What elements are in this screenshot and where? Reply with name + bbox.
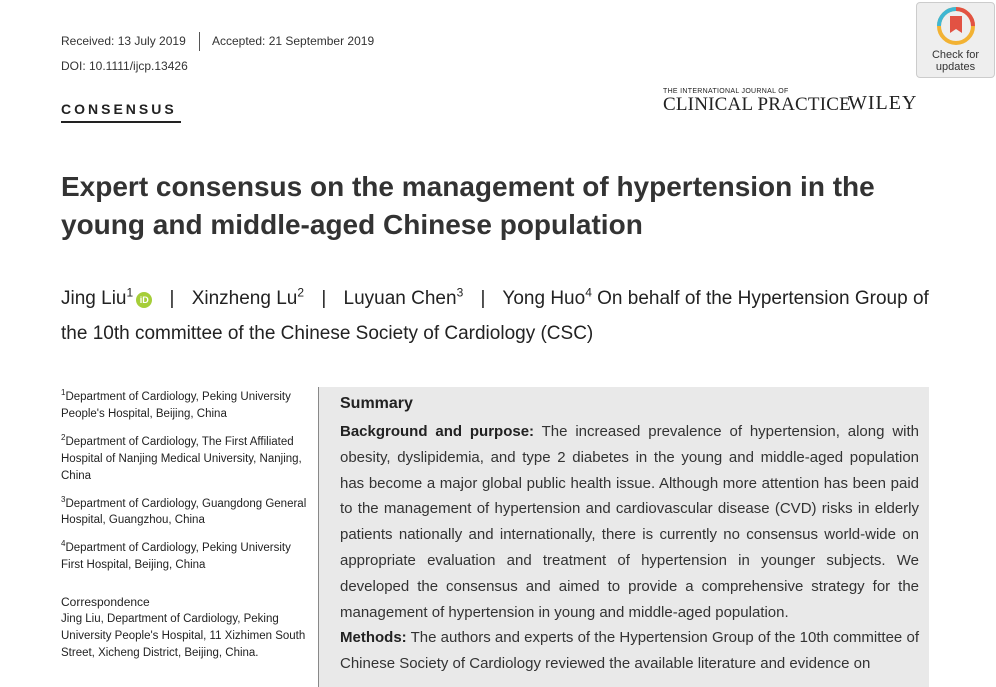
affiliation-text: Department of Cardiology, Peking University First Hospital, Beijing, China — [61, 542, 291, 572]
background-label: Background and purpose: — [340, 423, 535, 440]
affiliation-item — [61, 384, 311, 423]
authors-group-text: On behalf of the Hypertension Group of the 10th committee of the Chinese Society of Cardiology (CSC) — [61, 288, 929, 344]
check-for-updates-label — [917, 49, 994, 73]
author-affiliation-sup: 4 — [585, 285, 592, 300]
journal-logo-small: THE INTERNATIONAL JOURNAL OF — [663, 88, 789, 95]
author-name[interactable]: Xinzheng Lu — [191, 288, 298, 309]
affiliation-sup: 1 — [61, 388, 66, 397]
doi[interactable]: DOI: 10.1111/ijcp.13426 — [61, 59, 188, 73]
affiliation-sup: 3 — [61, 494, 66, 504]
methods-text: The authors and experts of the Hypertension Group of the 10th committee of Chinese Society of Cardiology reviewed the available literature and evidence on — [340, 629, 919, 673]
crossmark-icon — [937, 7, 975, 45]
author-affiliation-sup: 1 — [126, 285, 134, 300]
correspondence-text: Jing Liu, Department of Cardiology, Peking University People's Hospital, 11 Xizhimen South Street, Xicheng District, Beijing, China. — [61, 613, 306, 660]
author-name[interactable]: Jing Liu — [61, 288, 127, 309]
author-affiliation-sup: 3 — [456, 285, 464, 300]
affiliation-text: Department of Cardiology, The First Affiliated Hospital of Nanjing Medical University, Nanjing, China — [61, 435, 302, 482]
received-date: Received: 13 July 2019 — [61, 34, 186, 48]
publisher-logo: WILEY — [848, 92, 918, 114]
author-list — [61, 281, 931, 351]
author-name[interactable]: Yong Huo — [502, 288, 586, 309]
background-text: The increased prevalence of hypertension, along with obesity, dyslipidemia, and type 2 diabetes in the young and middle-aged population has become a major global public health issue. Although more attention has been paid to the management of hypertension and cardiovascular disease (CVD) risks in elderly patients nationally and internationally, there is currently no consensus world-wide on appropriate evaluation and treatment of hypertension in younger subjects. We developed the consensus and aimed to provide a comprehensive strategy for the management of hypertension in young and middle-aged population. — [340, 423, 919, 621]
affiliation-item — [61, 491, 311, 530]
accepted-date: Accepted: 21 September 2019 — [212, 34, 375, 48]
correspondence-heading: Correspondence — [61, 595, 150, 610]
journal-logo — [663, 88, 851, 116]
affiliation-sup: 2 — [61, 432, 66, 442]
section-rule — [61, 121, 181, 123]
affiliation-text: Department of Cardiology, Guangdong General Hospital, Guangzhou, China — [61, 497, 307, 527]
check-for-updates-line2: updates — [935, 61, 976, 73]
author-separator: | — [169, 288, 175, 309]
article-title: Expert consensus on the management of hypertension in the young and middle-aged Chinese population — [61, 171, 875, 240]
summary-body — [340, 419, 919, 677]
affiliation-text: Department of Cardiology, Peking University People's Hospital, Beijing, China — [61, 390, 291, 420]
affiliations-column — [61, 384, 311, 662]
section-label: CONSENSUS — [61, 101, 177, 117]
check-for-updates-button[interactable] — [916, 2, 995, 78]
methods-label: Methods: — [340, 629, 407, 647]
affiliation-item — [61, 429, 311, 485]
author-separator: | — [321, 288, 327, 309]
author-separator: | — [480, 288, 486, 309]
check-for-updates-line1: Check for — [931, 49, 980, 61]
affiliation-sup: 4 — [61, 539, 66, 549]
affiliation-item — [61, 535, 311, 574]
header-divider — [199, 32, 200, 51]
journal-logo-name: CLINICAL PRACTICE — [663, 94, 851, 115]
summary-heading: Summary — [340, 395, 413, 412]
summary-box — [318, 387, 929, 687]
author-name[interactable]: Luyuan Chen — [343, 288, 457, 309]
author-affiliation-sup: 2 — [297, 285, 305, 300]
orcid-icon[interactable]: iD — [136, 292, 152, 308]
